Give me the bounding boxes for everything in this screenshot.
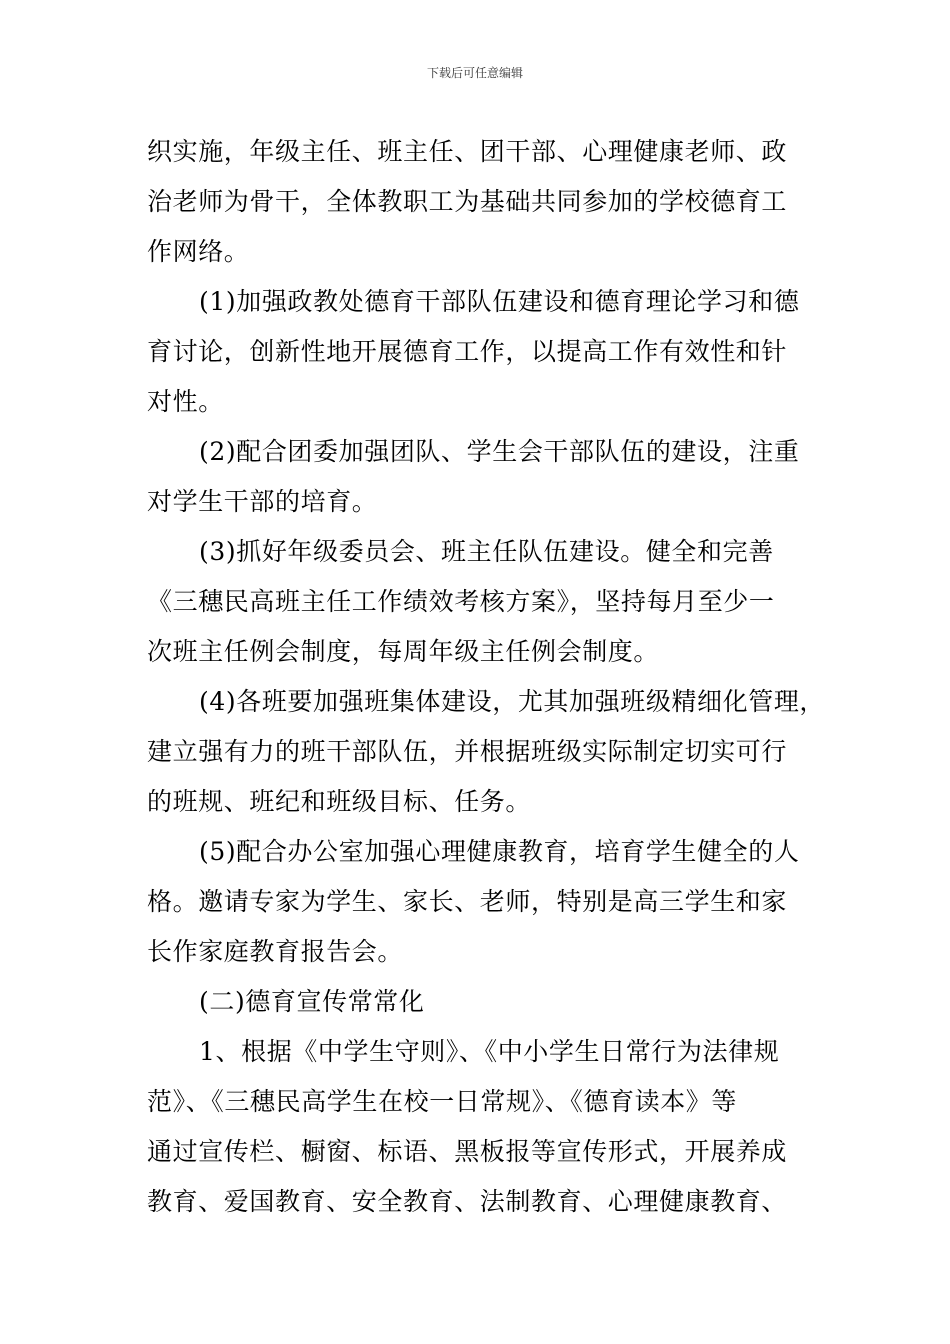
text-line: 教育、爱国教育、安全教育、法制教育、心理健康教育、 — [147, 1187, 788, 1216]
text-line: (2)配合团委加强团队、学生会干部队伍的建设，注重 — [199, 437, 800, 466]
text-line: 1、根据《中学生守则》、《中小学生日常行为法律规 — [199, 1037, 780, 1066]
text-line: (5)配合办公室加强心理健康教育，培育学生健全的人 — [199, 837, 800, 866]
text-line: 建立强有力的班干部队伍，并根据班级实际制定切实可行 — [147, 737, 788, 766]
text-line: 长作家庭教育报告会。 — [147, 937, 404, 966]
text-line: 对学生干部的培育。 — [147, 487, 378, 516]
text-line: 治老师为骨干，全体教职工为基础共同参加的学校德育工 — [147, 187, 788, 216]
text-line: (4)各班要加强班集体建设，尤其加强班级精细化管理， — [199, 687, 826, 716]
section-heading: (二)德育宣传常常化 — [199, 987, 425, 1016]
text-line: 对性。 — [147, 387, 224, 416]
text-line: 织实施，年级主任、班主任、团干部、心理健康老师、政 — [147, 137, 788, 166]
text-line: 育讨论，创新性地开展德育工作，以提高工作有效性和针 — [147, 337, 788, 366]
text-line: 次班主任例会制度，每周年级主任例会制度。 — [147, 637, 660, 666]
text-line: 的班规、班纪和班级目标、任务。 — [147, 787, 532, 816]
text-line: (3)抓好年级委员会、班主任队伍建设。健全和完善 — [199, 537, 774, 566]
text-line: 作网络。 — [147, 237, 250, 266]
text-line: 《三穗民高班主任工作绩效考核方案》，坚持每月至少一 — [147, 587, 775, 616]
text-line: 格。邀请专家为学生、家长、老师，特别是高三学生和家 — [147, 887, 788, 916]
text-line: 通过宣传栏、橱窗、标语、黑板报等宣传形式，开展养成 — [147, 1137, 788, 1166]
document-body — [147, 127, 837, 1227]
page-header: 下载后可任意编辑 — [426, 66, 523, 80]
text-line: (1)加强政教处德育干部队伍建设和德育理论学习和德 — [199, 287, 800, 316]
text-line: 范》、《三穗民高学生在校一日常规》、《德育读本》等 — [147, 1087, 738, 1116]
